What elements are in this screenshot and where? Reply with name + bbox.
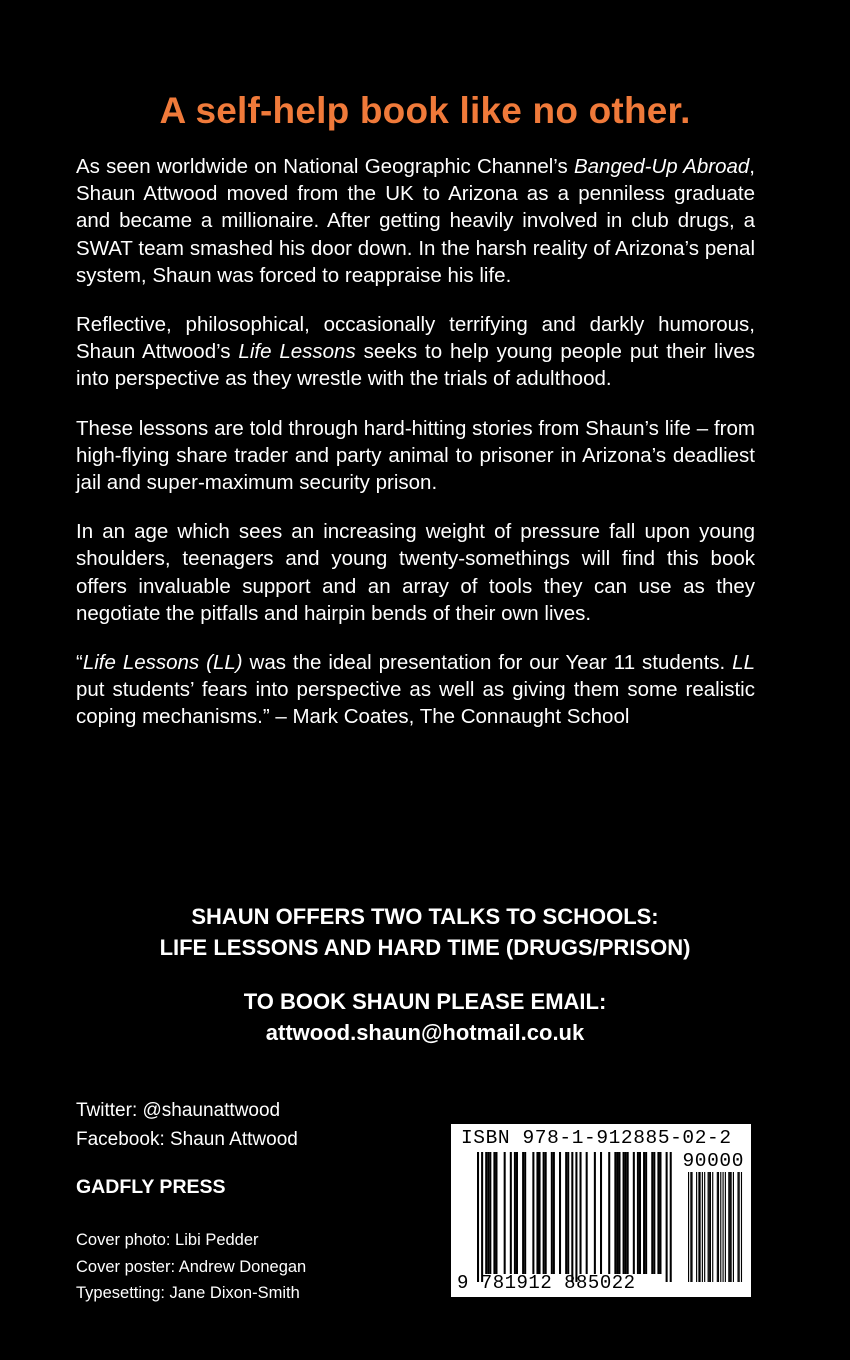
barcode-bar	[627, 1152, 629, 1274]
addon-bar	[704, 1172, 705, 1282]
addon-bar	[696, 1172, 697, 1282]
barcode-bar	[586, 1152, 588, 1274]
barcode-bar	[545, 1152, 547, 1274]
barcode-bar	[504, 1152, 506, 1274]
addon-bar	[723, 1172, 724, 1282]
addon-bar	[725, 1172, 726, 1282]
addon-bar	[731, 1172, 732, 1282]
barcode-bar	[567, 1152, 569, 1274]
barcode-bar	[623, 1152, 625, 1274]
barcode-bar	[489, 1152, 491, 1274]
price-code: 90000	[682, 1150, 744, 1172]
addon-bar	[710, 1172, 711, 1282]
talks-line-1: SHAUN OFFERS TWO TALKS TO SCHOOLS:	[191, 904, 659, 929]
addon-bar	[718, 1172, 719, 1282]
barcode-bar	[625, 1152, 627, 1274]
addon-bar	[688, 1172, 689, 1282]
paragraph-reflective: Reflective, philosophical, occasionally terrifying and darkly humorous, Shaun Attwood’s Life Lessons seeks to help young people put their lives into perspective as they wrestle with the trials of adulthood.	[76, 313, 755, 391]
barcode-bar	[559, 1152, 561, 1274]
barcode-bar	[571, 1152, 573, 1282]
barcode-bar	[600, 1152, 602, 1274]
barcode-bar	[522, 1152, 524, 1274]
barcode-bar	[618, 1152, 620, 1274]
barcode-bar	[643, 1152, 645, 1274]
addon-bar	[737, 1172, 738, 1282]
barcode-bar	[637, 1152, 639, 1274]
barcode-bar	[532, 1152, 534, 1274]
addon-bar	[728, 1172, 729, 1282]
barcode-bar	[657, 1152, 659, 1274]
addon-bar	[720, 1172, 721, 1282]
barcode-bar	[551, 1152, 553, 1274]
barcode-bar	[651, 1152, 653, 1274]
barcode-bar	[524, 1152, 526, 1274]
addon-bar	[717, 1172, 718, 1282]
talks-line-2: LIFE LESSONS AND HARD TIME (DRUGS/PRISON)	[159, 935, 691, 960]
credit-poster: Cover poster: Andrew Donegan	[76, 1257, 307, 1276]
barcode-bar	[553, 1152, 555, 1274]
barcode-bar	[645, 1152, 647, 1274]
barcode-bar	[633, 1152, 635, 1274]
paragraph-lessons: These lessons are told through hard-hitting stories from Shaun’s life – from high-flying share trader and party animal to prisoner in Arizona’s deadliest jail and super-maximum security prison.	[76, 416, 755, 495]
barcode-bar	[670, 1152, 672, 1282]
barcode-bar	[653, 1152, 655, 1274]
barcode-bar	[659, 1152, 661, 1274]
addon-bar	[700, 1172, 701, 1282]
barcode-bar	[516, 1152, 518, 1274]
barcode-digits: 9 781912 885022	[457, 1272, 636, 1294]
barcode-bar	[510, 1152, 512, 1274]
booking-callout	[0, 986, 850, 1048]
addon-bar	[708, 1172, 709, 1282]
addon-bar	[733, 1172, 734, 1282]
barcode-bar	[493, 1152, 495, 1274]
facebook-page[interactable]: Facebook: Shaun Attwood	[76, 1129, 298, 1150]
barcode-bar	[477, 1152, 479, 1282]
addon-bar	[712, 1172, 713, 1282]
show-title: Banged-Up Abroad	[573, 155, 750, 178]
addon-bar	[690, 1172, 691, 1282]
booking-line: TO BOOK SHAUN PLEASE EMAIL:	[243, 989, 607, 1014]
paragraph-pressure: In an age which sees an increasing weight of pressure fall upon young shoulders, teenagers and young twenty-somethings will find this book offers invaluable support and an array of tools they can use as they negotiate the pitfalls and hairpin bends of their own lives.	[76, 520, 755, 625]
testimonial-quote: “Life Lessons (LL) was the ideal presentation for our Year 11 students. LL put students’ fears into perspective as well as giving them some realistic coping mechanisms.” – Mark Coates, The Connaught School	[76, 651, 755, 729]
barcode-bar	[639, 1152, 641, 1274]
barcode-bar	[543, 1152, 545, 1274]
addon-bar	[709, 1172, 710, 1282]
barcode-bar	[616, 1152, 618, 1274]
headline: A self-help book like no other.	[159, 90, 691, 131]
paragraph-intro: As seen worldwide on National Geographic Channel’s Banged-Up Abroad, Shaun Attwood moved from the UK to Arizona as a penniless graduate and became a millionaire. After getting heavily involved in club drugs, a SWAT team smashed his door down. In the harsh reality of Arizona’s penal system, Shaun was forced to reappraise his life.	[76, 155, 755, 287]
barcode-bar	[666, 1152, 668, 1282]
talks-callout	[0, 901, 850, 963]
booking-email[interactable]: attwood.shaun@hotmail.co.uk	[265, 1020, 585, 1045]
twitter-handle[interactable]: Twitter: @shaunattwood	[76, 1100, 281, 1121]
credit-typesetting: Typesetting: Jane Dixon-Smith	[76, 1284, 300, 1302]
barcode-bar	[608, 1152, 610, 1274]
credit-photo: Cover photo: Libi Pedder	[76, 1231, 259, 1249]
addon-bar	[702, 1172, 703, 1282]
barcode-bar	[536, 1152, 538, 1274]
addon-bar	[739, 1172, 740, 1282]
barcode-bar	[580, 1152, 582, 1274]
addon-bar	[691, 1172, 692, 1282]
isbn-barcode	[451, 1124, 751, 1297]
barcode-bar	[575, 1152, 577, 1282]
barcode-bar	[481, 1152, 483, 1282]
barcode-bar	[485, 1152, 487, 1274]
addon-bar	[729, 1172, 730, 1282]
isbn-label: ISBN 978-1-912885-02-2	[461, 1127, 732, 1149]
barcode-bar	[539, 1152, 541, 1274]
barcode-bar	[565, 1152, 567, 1274]
barcode-bar	[487, 1152, 489, 1274]
back-cover-blurb	[76, 153, 755, 753]
social-links	[76, 1096, 298, 1154]
addon-bar	[698, 1172, 699, 1282]
book-title: Life Lessons	[238, 340, 356, 364]
barcode-bar	[495, 1152, 497, 1274]
barcode-bar	[614, 1152, 616, 1274]
barcode-bar	[594, 1152, 596, 1274]
publisher-name: GADFLY PRESS	[76, 1176, 226, 1198]
credits	[76, 1227, 306, 1307]
addon-bar	[741, 1172, 742, 1282]
barcode-bar	[514, 1152, 516, 1274]
